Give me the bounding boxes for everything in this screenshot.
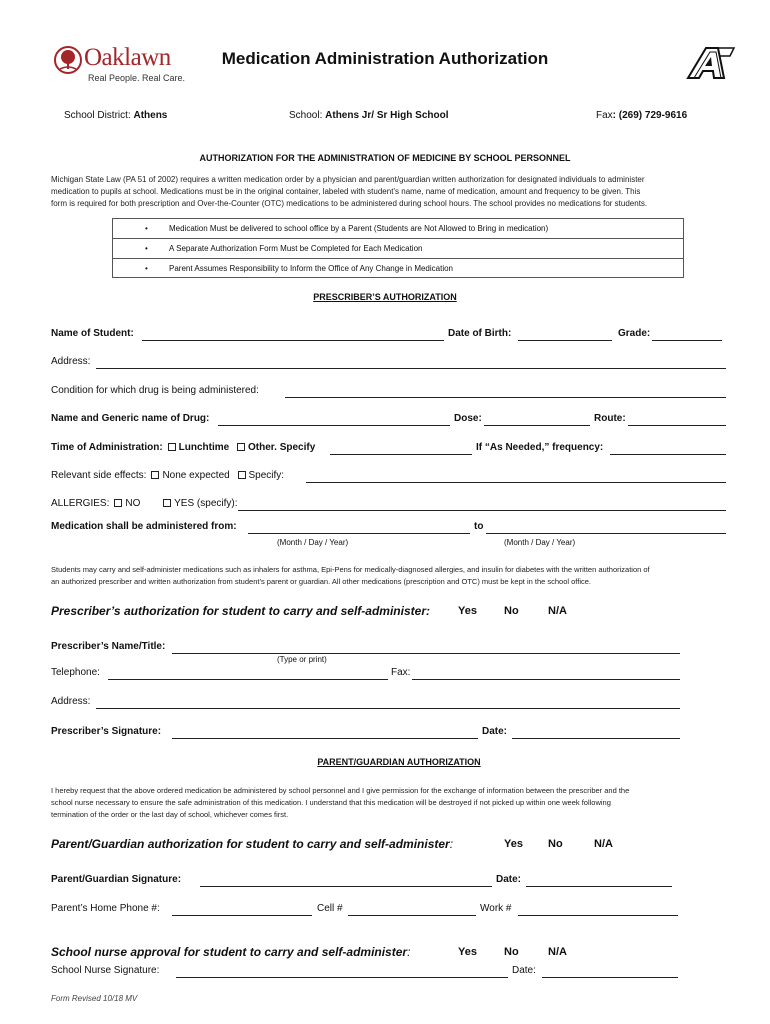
requirement-item: • Medication Must be delivered to school office by a Parent (Students are Not Allowed to Bring in medication) — [113, 219, 683, 239]
law-line: form is required for both prescription and Over-the-Counter (OTC) medications to be administered during school hours. The school provides no medications for students. — [51, 199, 648, 208]
cell-field[interactable] — [348, 915, 476, 916]
allergies-yes-checkbox[interactable] — [163, 499, 171, 507]
parent-na-option[interactable]: N/A — [594, 838, 613, 850]
bullet-icon: • — [145, 224, 148, 233]
parent-self-admin-row: Parent/Guardian authorization for student to carry and self-administer: — [51, 837, 454, 851]
prescriber-yes-option[interactable]: Yes — [458, 605, 477, 617]
student-name-label: Name of Student: — [51, 328, 134, 339]
prescriber-signature-field[interactable] — [172, 738, 478, 739]
other-checkbox[interactable] — [237, 443, 245, 451]
nurse-signature-field[interactable] — [176, 977, 508, 978]
drug-name-field[interactable] — [218, 425, 450, 426]
nurse-signature-row: School Nurse Signature: — [51, 965, 160, 976]
district-label: School District: — [64, 110, 131, 121]
parent-yes-option[interactable]: Yes — [504, 838, 523, 850]
side-effects-label: Relevant side effects: — [51, 470, 147, 481]
prescriber-date-label: Date: — [482, 726, 508, 737]
requirements-box — [112, 218, 684, 278]
frequency-field[interactable] — [610, 454, 726, 455]
home-phone-field[interactable] — [172, 915, 312, 916]
nurse-date-label: Date — [512, 965, 534, 976]
specify-label: Specify: — [248, 470, 285, 481]
address-field[interactable] — [96, 368, 726, 369]
prescriber-heading: PRESCRIBER’S AUTHORIZATION — [313, 292, 457, 302]
none-expected-label: None expected — [162, 470, 230, 481]
as-needed-label: If “As Needed,” frequency: — [476, 442, 604, 453]
admin-to-label: to — [474, 521, 484, 532]
admin-to-field[interactable] — [486, 533, 726, 534]
side-effects-field[interactable] — [306, 482, 726, 483]
requirement-item: • Parent Assumes Responsibility to Inform the Office of Any Change in Medication — [113, 259, 683, 279]
drug-name-label: Name and Generic name of Drug: — [51, 413, 210, 424]
bullet-icon: • — [145, 264, 148, 273]
prescriber-fax-label: Fax: — [391, 667, 411, 678]
time-admin-row — [51, 442, 315, 453]
logo-name: Oaklawn — [84, 44, 171, 71]
prescriber-address-label: Address: — [51, 696, 91, 707]
allergies-row — [51, 498, 238, 509]
prescriber-name-label: Prescriber’s Name/Title: — [51, 641, 166, 652]
parent-heading: PARENT/GUARDIAN AUTHORIZATION — [317, 757, 481, 767]
school-value: Athens Jr/ Sr High School — [325, 110, 449, 121]
nurse-date-row: Date: — [512, 965, 536, 976]
specify-checkbox[interactable] — [238, 471, 246, 479]
side-effects-row — [51, 470, 284, 481]
prescriber-no-option[interactable]: No — [504, 605, 519, 617]
nurse-signature-label: School Nurse Signature — [51, 965, 157, 976]
nurse-date-field[interactable] — [542, 977, 678, 978]
grade-field[interactable] — [652, 340, 722, 341]
dose-label: Dose: — [454, 413, 482, 424]
lunchtime-checkbox[interactable] — [168, 443, 176, 451]
prescriber-name-field[interactable] — [172, 653, 680, 654]
nurse-yes-option[interactable]: Yes — [458, 946, 477, 958]
parent-self-admin-label: Parent/Guardian authorization for student to carry and self-administer — [51, 837, 450, 851]
route-field[interactable] — [628, 425, 726, 426]
allergies-no-label: NO — [125, 498, 141, 509]
prescriber-na-option[interactable]: N/A — [548, 605, 567, 617]
school-district-row — [64, 110, 167, 121]
district-value: Athens — [133, 110, 168, 121]
logo-tagline: Real People. Real Care. — [88, 73, 186, 83]
student-name-field[interactable] — [142, 340, 444, 341]
fax-value: : (269) 729-9616 — [612, 110, 688, 121]
law-line: medication to pupils at school. Medications must be in the original container, labeled with student’s name, name of medication, amount and frequency to be given. This — [51, 187, 641, 196]
date-format-hint: (Month / Day / Year) — [504, 538, 576, 547]
parent-paragraph — [51, 785, 629, 821]
type-print-hint: (Type or print) — [277, 655, 327, 664]
fax-row — [596, 110, 687, 121]
route-label: Route: — [594, 413, 626, 424]
parent-date-label: Date: — [496, 874, 522, 885]
admin-from-field[interactable] — [248, 533, 470, 534]
prescriber-date-field[interactable] — [512, 738, 680, 739]
auth-heading: AUTHORIZATION FOR THE ADMINISTRATION OF MEDICINE BY SCHOOL PERSONNEL — [199, 153, 571, 163]
parent-line: I hereby request that the above ordered medication be administered by school personnel and I give permission for the exchange of information between the prescriber and the — [51, 786, 630, 795]
prescriber-signature-label: Prescriber’s Signature: — [51, 726, 162, 737]
lunchtime-label: Lunchtime — [178, 442, 230, 453]
requirement-item: • A Separate Authorization Form Must be Completed for Each Medication — [113, 239, 683, 259]
parent-line: school nurse necessary to ensure the safe administration of this medication. I understand that this medication will be destroyed if not picked up within one week following — [51, 798, 611, 807]
grade-label: Grade: — [618, 328, 651, 339]
dose-field[interactable] — [484, 425, 590, 426]
telephone-field[interactable] — [108, 679, 388, 680]
nurse-approval-row: School nurse approval for student to carry and self-administer: — [51, 945, 411, 959]
none-expected-checkbox[interactable] — [151, 471, 159, 479]
home-phone-label: Parent’s Home Phone #: — [51, 903, 160, 914]
parent-date-field[interactable] — [526, 886, 672, 887]
dob-label: Date of Birth: — [448, 328, 512, 339]
nurse-na-option[interactable]: N/A — [548, 946, 567, 958]
condition-label: Condition for which drug is being administered: — [51, 385, 259, 396]
allergies-field[interactable] — [238, 510, 726, 511]
school-label: School: — [289, 110, 323, 121]
carry-line: an authorized prescriber and written authorization from student’s parent or guardian. All other medications (prescription and OTC) must be kept in the school office. — [51, 577, 592, 586]
law-paragraph — [51, 174, 647, 210]
cell-label: Cell # — [317, 903, 343, 914]
parent-no-option[interactable]: No — [548, 838, 563, 850]
prescriber-self-admin-label: Prescriber’s authorization for student to carry and self-administer: — [51, 604, 430, 618]
nurse-no-option[interactable]: No — [504, 946, 519, 958]
telephone-label: Telephone: — [51, 667, 100, 678]
other-label: Other. Specify — [248, 442, 316, 453]
prescriber-fax-field[interactable] — [412, 679, 680, 680]
nurse-approval-label: School nurse approval for student to carry and self-administer — [51, 945, 408, 959]
carry-paragraph — [51, 564, 650, 588]
parent-signature-label: Parent/Guardian Signature: — [51, 874, 182, 885]
date-format-hint: (Month / Day / Year) — [277, 538, 349, 547]
address-label: Address: — [51, 356, 91, 367]
work-label: Work # — [480, 903, 512, 914]
allergies-yes-label: YES (specify): — [174, 498, 238, 509]
prescriber-address-field[interactable] — [96, 708, 680, 709]
dob-field[interactable] — [518, 340, 612, 341]
carry-line: Students may carry and self-administer medications such as inhalers for asthma, Epi-Pens for medically-diagnosed allergies, and insulin for diabetes with the written authorization of — [51, 565, 650, 574]
other-specify-field[interactable] — [330, 454, 472, 455]
bullet-icon: • — [145, 244, 148, 253]
school-row — [289, 110, 449, 121]
parent-signature-field[interactable] — [200, 886, 492, 887]
condition-field[interactable] — [285, 397, 726, 398]
allergies-label: ALLERGIES: — [51, 498, 110, 509]
work-field[interactable] — [518, 915, 678, 916]
parent-line: termination of the order or the last day of school, whichever comes first. — [51, 810, 289, 819]
admin-from-label: Medication shall be administered from: — [51, 521, 237, 532]
athens-a-logo-icon — [684, 44, 736, 80]
form-revised-note: Form Revised 10/18 MV — [51, 994, 138, 1003]
page-title: Medication Administration Authorization — [221, 49, 549, 68]
time-admin-label: Time of Administration: — [51, 442, 163, 453]
fax-label: Fax — [596, 110, 613, 121]
law-line: Michigan State Law (PA 51 of 2002) requires a written medication order by a physician and parent/guardian written authorization for designated individuals to administer — [51, 175, 645, 184]
allergies-no-checkbox[interactable] — [114, 499, 122, 507]
